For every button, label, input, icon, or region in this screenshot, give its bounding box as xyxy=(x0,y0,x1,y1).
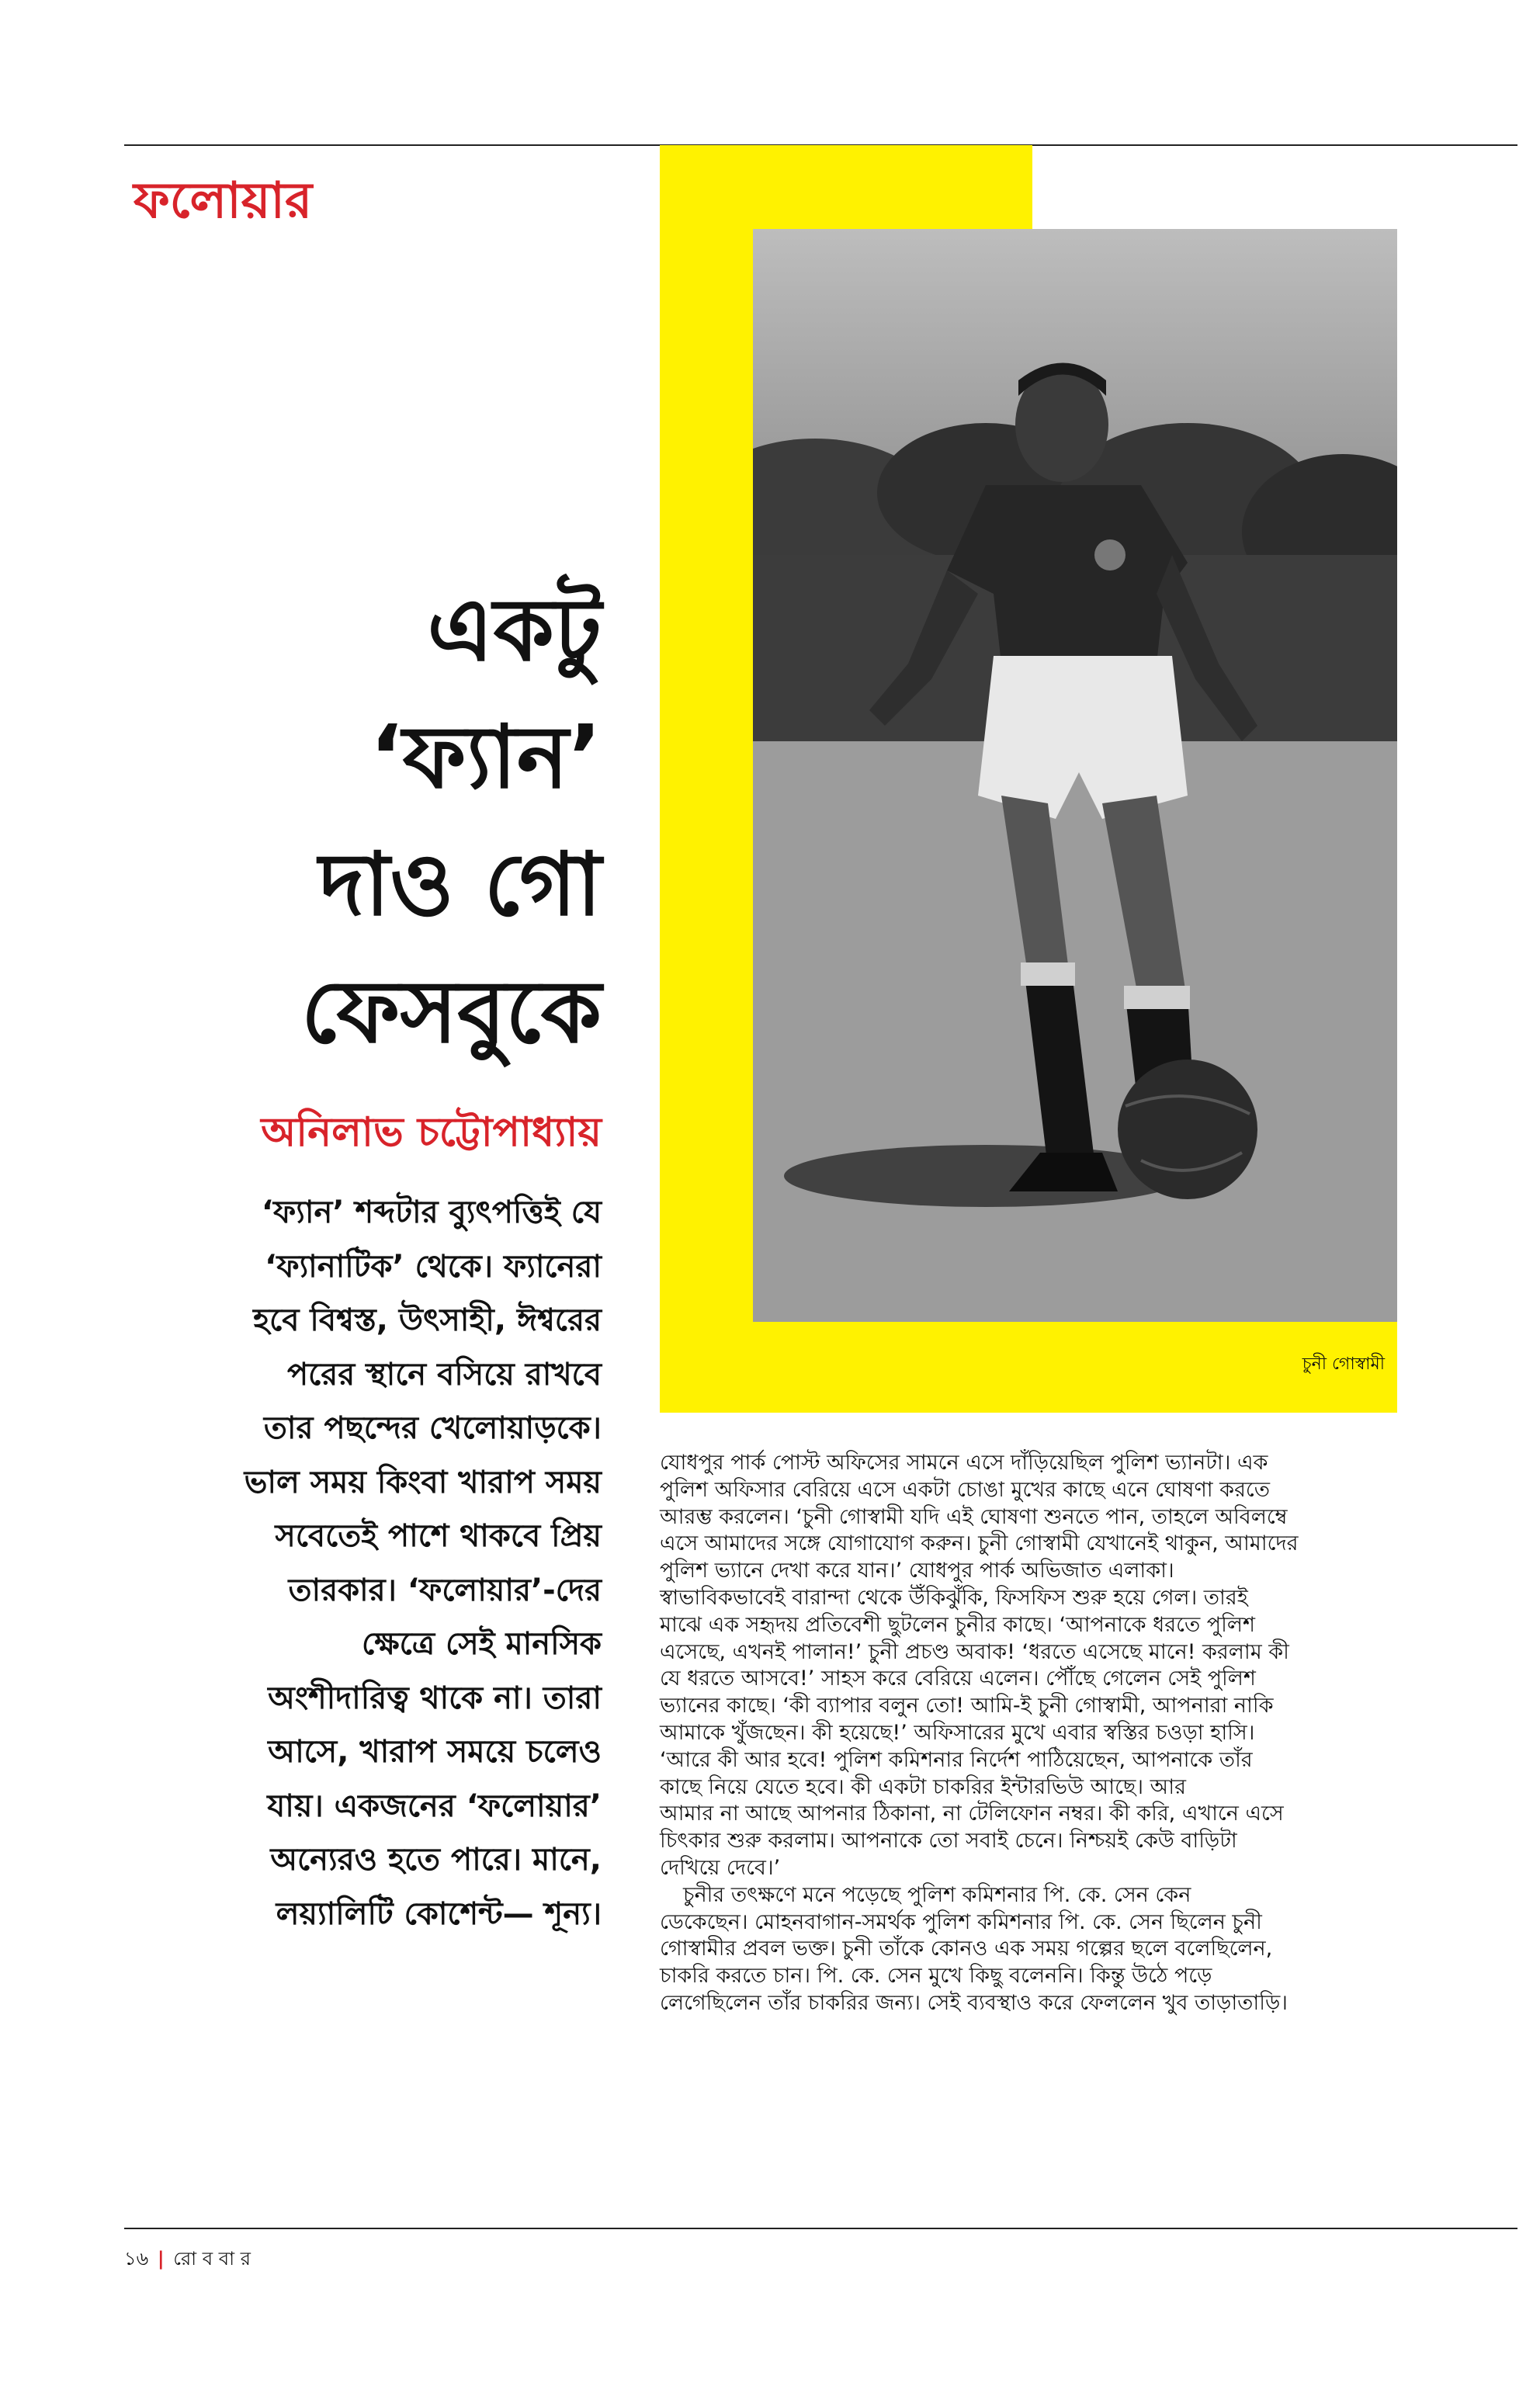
intro-line: হবে বিশ্বস্ত, উৎসাহী, ঈশ্বরের xyxy=(253,1302,602,1338)
body-line: এসেছে, এখনই পালান!’ চুনী প্রচণ্ড অবাক! ‘ধরতে এসেছে মানে! করলাম কী xyxy=(660,1639,1289,1664)
intro-line: আসে, খারাপ সময়ে চলেও xyxy=(268,1734,602,1770)
intro-line: ক্ষেত্রে সেই মানসিক xyxy=(362,1626,602,1662)
intro-paragraph xyxy=(171,1186,602,1941)
body-line: যোধপুর পার্ক পোস্ট অফিসের সামনে এসে দাঁড়িয়েছিল পুলিশ ভ্যানটা। এক xyxy=(660,1451,1268,1475)
body-line: কাছে নিয়ে যেতে হবে। কী একটা চাকরির ইন্টারভিউ আছে। আর xyxy=(660,1774,1186,1799)
headline-line: ‘ফ্যান’ xyxy=(369,707,602,808)
body-line: যে ধরতে আসবে!’ সাহস করে বেরিয়ে এলেন। পৌঁছে গেলেন সেই পুলিশ xyxy=(660,1666,1256,1691)
intro-line: তার পছন্দের খেলোয়াড়কে। xyxy=(263,1410,602,1446)
body-line: গোস্বামীর প্রবল ভক্ত। চুনী তাঁকে কোনও এক সময় গল্পের ছলে বলেছিলেন, xyxy=(660,1937,1273,1961)
yellow-block xyxy=(660,145,1032,238)
body-line: আরম্ভ করলেন। ‘চুনী গোস্বামী যদি এই ঘোষণা শুনতে পান, তাহলে অবিলম্বে xyxy=(660,1504,1288,1529)
intro-line: যায়। একজনের ‘ফলোয়ার’ xyxy=(267,1788,602,1824)
body-line: স্বাভাবিকভাবেই বারান্দা থেকে উঁকিঝুঁকি, ফিসফিস শুরু হয়ে গেল। তারই xyxy=(660,1585,1248,1610)
headline-line: ফেসবুকে xyxy=(301,962,602,1063)
player-photo-art xyxy=(753,229,1397,1322)
section-label: ফলোয়ার xyxy=(134,172,313,230)
intro-line: অন্যেরও হতে পারে। মানে, xyxy=(270,1842,602,1878)
body-line: আমাকে খুঁজছেন। কী হয়েছে!’ অফিসারের মুখে এবার স্বস্তির চওড়া হাসি। xyxy=(660,1720,1255,1745)
intro-line: তারকার। ‘ফলোয়ার’-দের xyxy=(288,1572,602,1608)
headline-line: একটু xyxy=(427,580,602,681)
body-line: এসে আমাদের সঙ্গে যোগাযোগ করুন। চুনী গোস্বামী যেখানেই থাকুন, আমাদের xyxy=(660,1531,1299,1556)
intro-line: ভাল সময় কিংবা খারাপ সময় xyxy=(244,1464,602,1500)
bottom-rule xyxy=(124,2228,1517,2229)
photo-caption: চুনী গোস্বামী xyxy=(1302,1354,1385,1374)
body-line: লেগেছিলেন তাঁর চাকরির জন্য। সেই ব্যবস্থাও করে ফেললেন খুব তাড়াতাড়ি। xyxy=(660,1990,1288,2015)
body-line: আমার না আছে আপনার ঠিকানা, না টেলিফোন নম্বর। কী করি, এখানে এসে xyxy=(660,1802,1284,1826)
body-line: দেখিয়ে দেবে।’ xyxy=(660,1855,781,1880)
page-number: ১৬ xyxy=(124,2248,149,2270)
headline xyxy=(155,567,602,1076)
body-line: চিৎকার শুরু করলাম। আপনাকে তো সবাই চেনে। নিশ্চয়ই কেউ বাড়িটা xyxy=(660,1829,1237,1854)
byline: অনিলাভ চট্টোপাধ্যায় xyxy=(261,1109,602,1156)
body-line: ‘আরে কী আর হবে! পুলিশ কমিশনার নির্দেশ পাঠিয়েছেন, আপনাকে তাঁর xyxy=(660,1747,1253,1772)
intro-line: ‘ফ্যান’ শব্দটার ব্যুৎপত্তিই যে xyxy=(261,1195,602,1230)
body-line: পুলিশ অফিসার বেরিয়ে এসে একটা চোঙা মুখের কাছে এনে ঘোষণা করতে xyxy=(660,1477,1271,1502)
folio xyxy=(124,2245,251,2276)
intro-line: সবেতেই পাশে থাকবে প্রিয় xyxy=(275,1518,602,1554)
body-text xyxy=(660,1450,1397,2017)
headline-line: দাও গো xyxy=(318,834,602,935)
body-line: পুলিশ ভ্যানে দেখা করে যান।’ যোধপুর পার্ক অভিজাত এলাকা। xyxy=(660,1559,1174,1583)
body-line: চুনীর তৎক্ষণে মনে পড়েছে পুলিশ কমিশনার পি. কে. সেন কেন xyxy=(683,1882,1191,1907)
body-line: মাঝে এক সহৃদয় প্রতিবেশী ছুটলেন চুনীর কাছে। ‘আপনাকে ধরতে পুলিশ xyxy=(660,1612,1255,1637)
intro-line: অংশীদারিত্ব থাকে না। তারা xyxy=(268,1680,602,1716)
body-line: ডেকেছেন। মোহনবাগান-সমর্থক পুলিশ কমিশনার পি. কে. সেন ছিলেন চুনী xyxy=(660,1909,1262,1934)
folio-separator: | xyxy=(157,2248,165,2270)
body-line: চাকরি করতে চান। পি. কে. সেন মুখে কিছু বলেননি। কিন্তু উঠে পড়ে xyxy=(660,1964,1212,1989)
player-photo xyxy=(753,229,1397,1322)
intro-line: লয়্যালিটি কোশেন্ট— শূন্য। xyxy=(276,1895,602,1932)
body-line: ভ্যানের কাছে। ‘কী ব্যাপার বলুন তো! আমি-ই চুনী গোস্বামী, আপনারা নাকি xyxy=(660,1694,1274,1718)
intro-line: ‘ফ্যানাটিক’ থেকে। ফ্যানেরা xyxy=(265,1248,602,1285)
magazine-name: রো ব বা র xyxy=(173,2248,251,2270)
intro-line: পরের স্থানে বসিয়ে রাখবে xyxy=(286,1356,602,1392)
